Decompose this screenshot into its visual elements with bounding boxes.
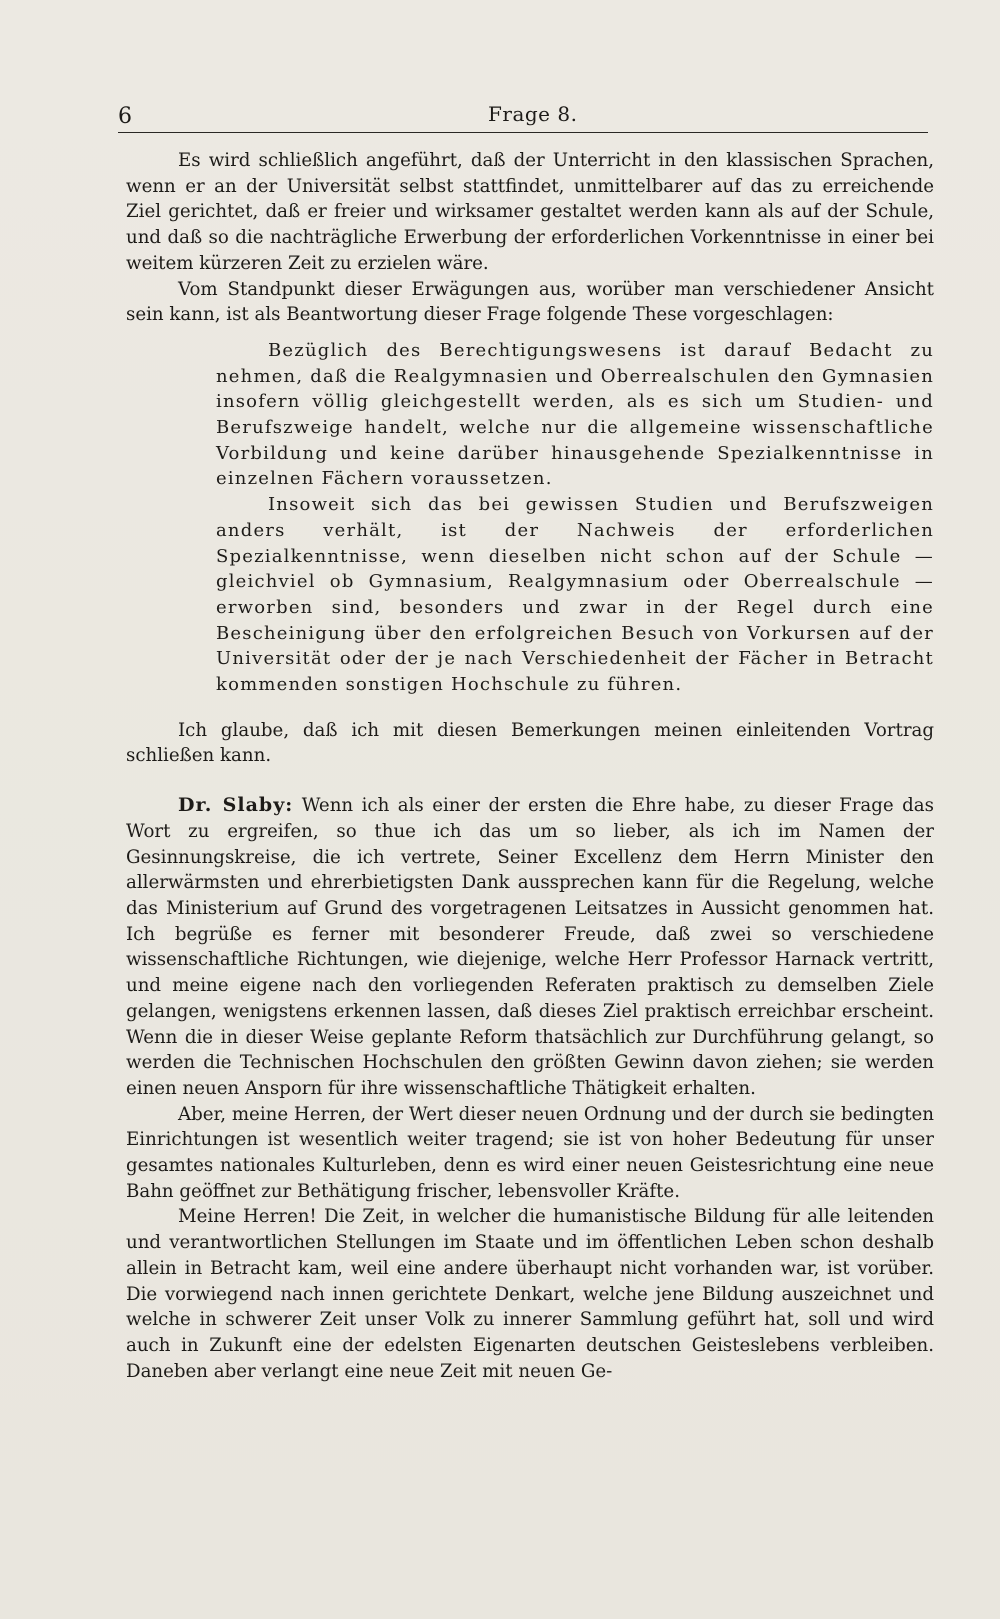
running-head: Frage 8. (488, 102, 578, 126)
paragraph-2: Vom Standpunkt dieser Erwägungen aus, worüber man verschiedener Ansicht sein kann, ist als Beantwortung dieser Frage folgende These vorgeschlagen: (126, 278, 934, 326)
speaker-text: Wenn ich als einer der ersten die Ehre habe, zu dieser Frage das Wort zu ergreifen, so thue ich das um so lieber, als ich im Namen der Gesinnungskreise, die ich vertrete, Seiner Excellenz dem Herrn Minister den allerwärmsten und ehrerbietigsten Dank aussprechen kann für die Regelung, welche das Ministerium auf Grund des vorgetragenen Leitsatzes in Aussicht genommen hat. Ich begrüße es ferner mit besonderer Freude, daß zwei so verschiedene wissenschaftliche Richtungen, wie diejenige, welche Herr Professor Harnack vertritt, und meine eigene nach den vorliegenden Referaten praktisch zu demselben Ziele gelangen, wenigstens erkennen lassen, daß dieses Ziel praktisch erreichbar erscheint. Wenn die in dieser Weise geplante Reform thatsächlich zur Durchführung gelangt, so werden die Technischen Hochschulen den größten Gewinn davon ziehen; sie werden einen neuen Ansporn für ihre wissenschaftliche Thätigkeit erhalten. (126, 795, 934, 1099)
paragraph-1: Es wird schließlich angeführt, daß der Unterricht in den klassischen Sprachen, wenn er an der Universität selbst stattfindet, unmittelbarer auf das zu erreichende Ziel gerichtet, daß er freier und wirksamer gestaltet werden kann als auf der Schule, und daß so die nachträgliche Erwerbung der erforderlichen Vorkenntnisse in einer bei weitem kürzeren Zeit zu erzielen wäre. (126, 150, 934, 274)
thesis-paragraph-2: Insoweit sich das bei gewissen Studien und Berufszweigen anders verhält, ist der Nachweis der erforderlichen Spezialkenntnisse, wenn dieselben nicht schon auf der Schule — gleichviel ob Gymnasium, Realgymnasium oder Oberrealschule — erworben sind, besonders und zwar in der Regel durch eine Bescheinigung über den erfolgreichen Besuch von Vorkursen auf der Universität oder der je nach Verschiedenheit der Fächer in Betracht kommenden sonstigen Hochschule zu führen. (216, 494, 934, 696)
thesis-paragraph-1: Bezüglich des Berechtigungswesens ist darauf Bedacht zu nehmen, daß die Realgymnasien und Oberrealschulen den Gymnasien insofern völlig gleichgestellt werden, als es sich um Studien- und Berufszweige handelt, welche nur die allgemeine wissenschaftliche Vorbildung und keine darüber hinausgehende Spezialkenntnisse in einzelnen Fächern voraussetzen. (216, 339, 934, 490)
paragraph-5: Aber, meine Herren, der Wert dieser neuen Ordnung und der durch sie bedingten Einrichtungen ist wesentlich weiter tragend; sie ist von hoher Bedeutung für unser gesamtes nationales Kulturleben, denn es wird einer neuen Geistesrichtung eine neue Bahn geöffnet zur Bethätigung frischer, lebensvoller Kräfte. (126, 1103, 934, 1202)
paragraph-closing-remark: Ich glaube, daß ich mit diesen Bemerkungen meinen einleitenden Vortrag schließen kann. (126, 719, 934, 767)
page-header (118, 100, 928, 132)
paragraph-6: Meine Herren! Die Zeit, in welcher die humanistische Bildung für alle leitenden und verantwortlichen Stellungen im Staate und im öffentlichen Leben schon deshalb allein in Betracht kam, weil eine andere überhaupt nicht vorhanden war, ist vorüber. Die vorwiegend nach innen gerichtete Denkart, welche jene Bildung auszeichnet und welche in schwerer Zeit unser Volk zu innerer Sammlung geführt hat, soll und wird auch in Zukunft eine der edelsten Eigenarten deutschen Geisteslebens verbleiben. Daneben aber verlangt eine neue Zeit mit neuen Ge- (126, 1206, 934, 1382)
speaker-paragraph (126, 793, 934, 1101)
page-number: 6 (118, 104, 132, 129)
speaker-name: Dr. Slaby: (178, 794, 294, 817)
header-rule (118, 132, 928, 133)
page-body (126, 148, 934, 1384)
